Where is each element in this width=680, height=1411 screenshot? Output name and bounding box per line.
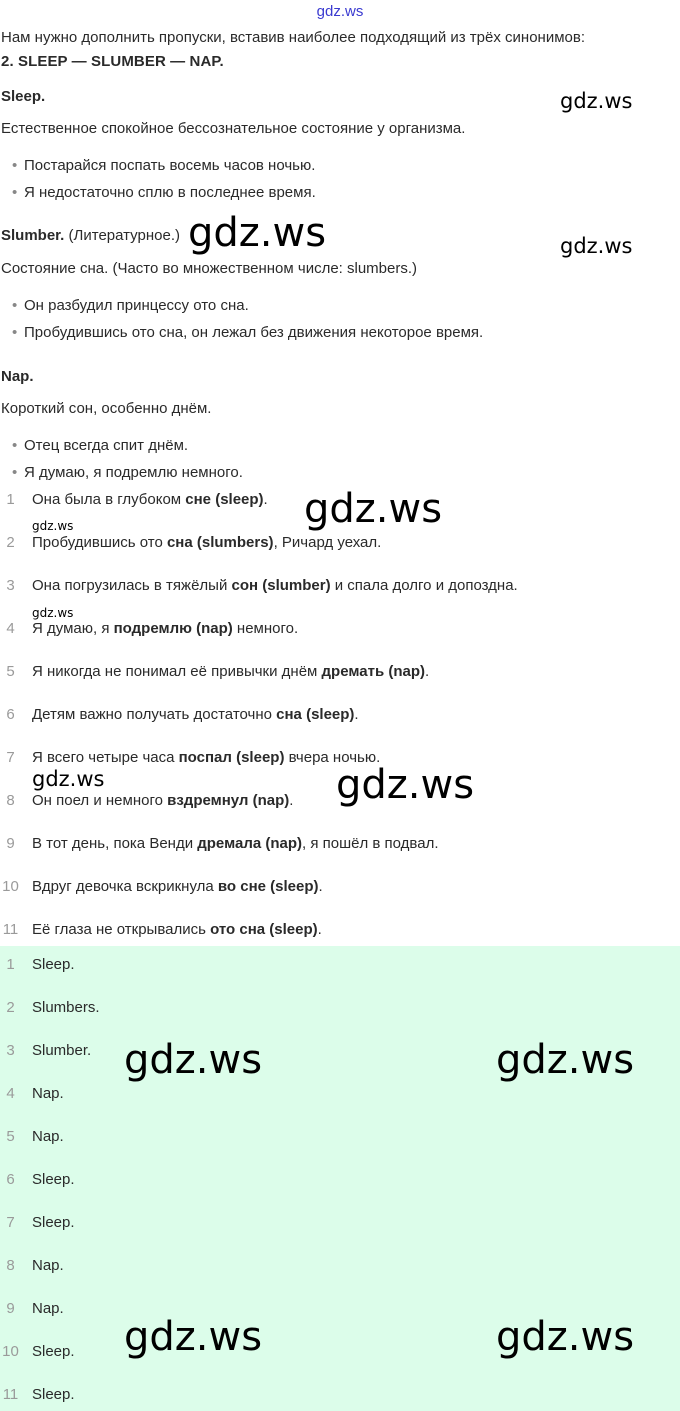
exercise-sentence: Я думаю, я подремлю (nap) немного.: [32, 620, 299, 637]
answer-text: Sleep.: [32, 1386, 75, 1403]
answer-number: 9: [6, 1300, 15, 1317]
answer-number: 11: [2, 1386, 19, 1403]
bullet-text: Он разбудил принцессу ото сна.: [24, 297, 249, 314]
answer-number: 8: [6, 1257, 15, 1274]
bullet-text: Я недостаточно сплю в последнее время.: [24, 184, 316, 201]
bullet-dot-icon: •: [12, 297, 18, 314]
watermark: gdz.ws: [496, 1037, 635, 1083]
watermark: gdz.ws: [560, 89, 633, 113]
bullet-text: Отец всегда спит днём.: [24, 437, 189, 454]
definition-sleep: Естественное спокойное бессознательное состояние у организма.: [1, 120, 466, 137]
exercise-number: 4: [6, 620, 15, 637]
answer-text: Sleep.: [32, 1171, 75, 1188]
watermark: gdz.ws: [304, 486, 443, 532]
definition-nap: Короткий сон, особенно днём.: [1, 400, 212, 417]
bullet-item: [12, 464, 243, 481]
answer-text: Nap.: [32, 1085, 64, 1102]
exercise-sentence: В тот день, пока Венди дремала (nap), я пошёл в подвал.: [32, 835, 439, 852]
answer-text: Slumbers.: [32, 999, 100, 1016]
exercise-number: 8: [6, 792, 15, 809]
watermark: gdz.ws: [188, 210, 327, 256]
exercise-number: 3: [6, 577, 15, 594]
exercise-sentence: Я всего четыре часа поспал (sleep) вчера ночью.: [32, 749, 381, 766]
exercise-number: 10: [2, 878, 19, 895]
watermark: gdz.ws: [32, 519, 74, 533]
bullet-dot-icon: •: [12, 324, 18, 341]
task-heading: 2. SLEEP — SLUMBER — NAP.: [1, 53, 224, 70]
bullet-text: Я думаю, я подремлю немного.: [24, 464, 243, 481]
bullet-item: [12, 324, 483, 341]
answer-text: Sleep.: [32, 956, 75, 973]
term-label: Slumber.: [1, 227, 65, 244]
exercise-number: 2: [6, 534, 15, 551]
exercise-sentence: Пробудившись ото сна (slumbers), Ричард уехал.: [32, 534, 382, 551]
exercise-sentence: Она погрузилась в тяжёлый сон (slumber) и спала долго и допоздна.: [32, 577, 518, 594]
bullet-dot-icon: •: [12, 464, 18, 481]
bullet-item: [12, 184, 316, 201]
answer-text: Sleep.: [32, 1214, 75, 1231]
bullet-item: [12, 297, 249, 314]
answer-text: Sleep.: [32, 1343, 75, 1360]
answer-number: 1: [6, 956, 15, 973]
watermark: gdz.ws: [124, 1037, 263, 1083]
bullet-dot-icon: •: [12, 437, 18, 454]
exercise-sentence: Он поел и немного вздремнул (nap).: [32, 792, 294, 809]
bullet-item: [12, 437, 188, 454]
exercise-sentence: Её глаза не открывались ото сна (sleep).: [32, 921, 322, 938]
bullet-text: Пробудившись ото сна, он лежал без движения некоторое время.: [24, 324, 484, 341]
term-sleep: Sleep.: [1, 88, 46, 105]
answer-number: 7: [6, 1214, 15, 1231]
exercise-number: 9: [6, 835, 15, 852]
exercise-number: 1: [6, 491, 15, 508]
term-note: (Литературное.): [68, 227, 180, 244]
exercise-number: 5: [6, 663, 15, 680]
watermark: gdz.ws: [496, 1314, 635, 1360]
exercise-sentence: Она была в глубоком сне (sleep).: [32, 491, 268, 508]
term-nap: Nap.: [1, 368, 34, 385]
answer-text: Nap.: [32, 1257, 64, 1274]
exercise-sentence: Я никогда не понимал её привычки днём дремать (nap).: [32, 663, 430, 680]
answer-text: Nap.: [32, 1300, 64, 1317]
answer-text: Nap.: [32, 1128, 64, 1145]
watermark: gdz.ws: [560, 234, 633, 258]
watermark: gdz.ws: [336, 762, 475, 808]
answer-number: 4: [6, 1085, 15, 1102]
watermark: gdz.ws: [32, 767, 105, 791]
exercise-number: 6: [6, 706, 15, 723]
term-slumber: [1, 227, 180, 244]
watermark: gdz.ws: [124, 1314, 263, 1360]
answer-text: Slumber.: [32, 1042, 92, 1059]
exercise-sentence: Вдруг девочка вскрикнула во сне (sleep).: [32, 878, 323, 895]
header-link[interactable]: gdz.ws: [316, 3, 364, 20]
bullet-item: [12, 157, 315, 174]
answer-number: 3: [6, 1042, 15, 1059]
answer-number: 10: [2, 1343, 19, 1360]
exercise-number: 11: [2, 921, 19, 938]
exercise-number: 7: [6, 749, 15, 766]
answer-number: 6: [6, 1171, 15, 1188]
bullet-dot-icon: •: [12, 157, 18, 174]
exercise-sentence: Детям важно получать достаточно сна (sleep).: [32, 706, 359, 723]
answer-number: 5: [6, 1128, 15, 1145]
intro-text: Нам нужно дополнить пропуски, вставив наиболее подходящий из трёх синонимов:: [1, 29, 585, 46]
answer-number: 2: [6, 999, 15, 1016]
watermark: gdz.ws: [32, 606, 74, 620]
bullet-dot-icon: •: [12, 184, 18, 201]
bullet-text: Постарайся поспать восемь часов ночью.: [24, 157, 316, 174]
definition-slumber: Состояние сна. (Часто во множественном числе: slumbers.): [1, 260, 418, 277]
